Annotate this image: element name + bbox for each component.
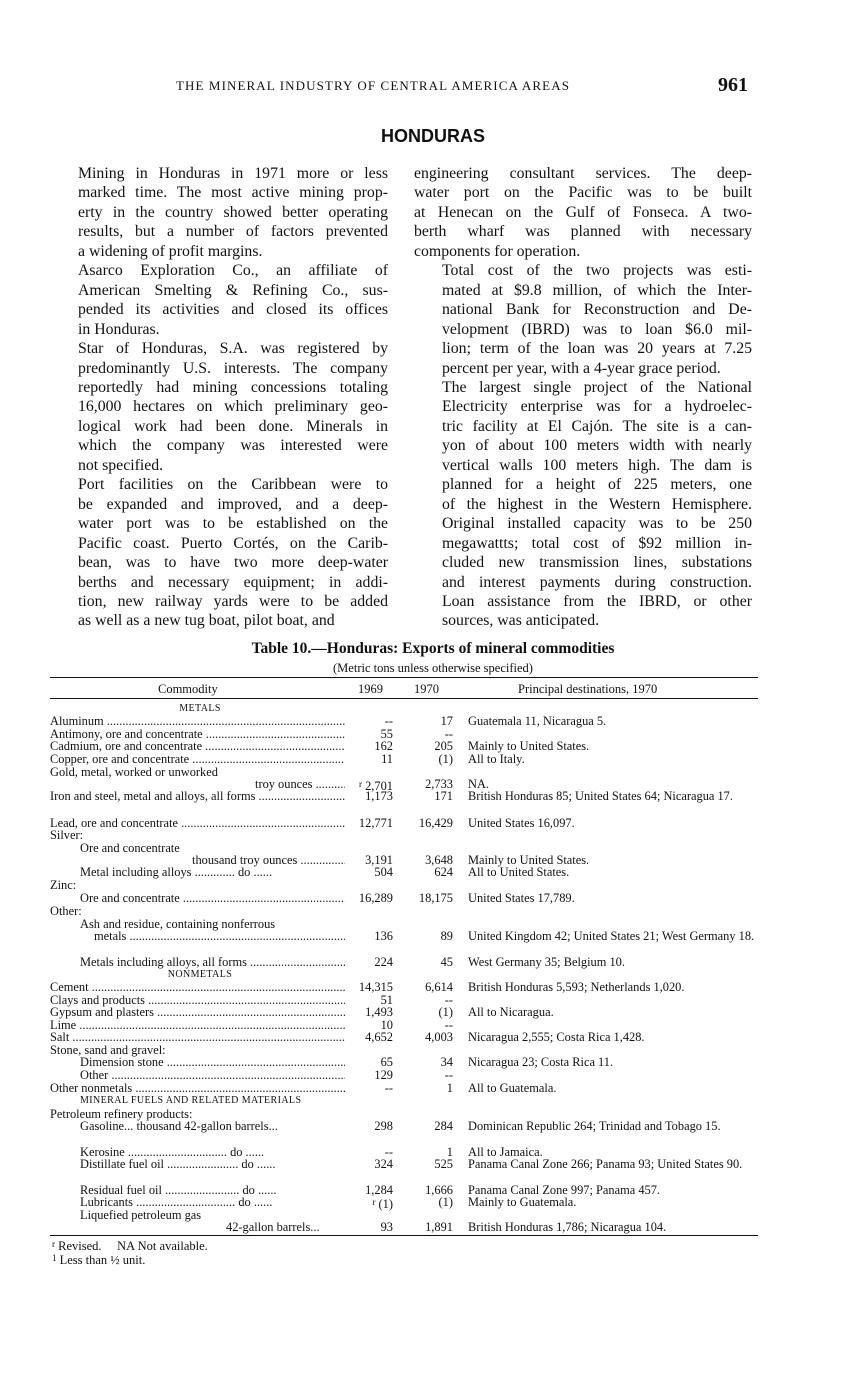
text-line: Pacific coast. Puerto Cortés, on the Carib- xyxy=(78,534,388,552)
text-line: be expanded and improved, and a deep- xyxy=(78,495,388,513)
text-line: at Henecan on the Gulf of Fonseca. A two- xyxy=(414,203,752,221)
text-line: as well as a new tug boat, pilot boat, and xyxy=(78,612,335,630)
text-line: berth wharf was planned with necessary xyxy=(414,223,752,241)
table-bottom-rule xyxy=(50,1235,758,1236)
text-line: water port on the Pacific was to be built xyxy=(414,184,752,202)
text-line: 16,000 hectares on which preliminary geo- xyxy=(78,398,388,416)
text-line: national Bank for Reconstruction and De- xyxy=(442,301,752,319)
text-line: pended its activities and closed its offices xyxy=(78,301,388,319)
paragraph xyxy=(50,475,388,631)
column-header-1969: 1969 xyxy=(358,682,383,696)
text-line: mated at $9.8 million, of which the Inter- xyxy=(442,281,752,299)
column-header-1970: 1970 xyxy=(414,682,439,696)
column-header-commodity: Commodity xyxy=(158,682,218,696)
text-line: lion; term of the loan was 20 years at 7.25 xyxy=(442,340,752,358)
text-line: of the highest in the Western Hemisphere. xyxy=(442,495,752,513)
paragraph xyxy=(50,339,388,475)
paragraph xyxy=(414,378,752,631)
text-line: cluded new transmission lines, substations xyxy=(442,554,752,572)
text-line: not specified. xyxy=(78,456,164,474)
column-header-destinations: Principal destinations, 1970 xyxy=(518,682,658,696)
text-line: and interest payments during construction. xyxy=(442,573,752,591)
table-top-rule xyxy=(50,677,758,678)
text-line: results, but a number of factors prevented xyxy=(78,223,388,241)
text-line: reportedly had mining concessions totaling xyxy=(78,378,388,396)
text-line: Port facilities on the Caribbean were to xyxy=(78,476,388,494)
footnote-revised: $^r$ Revised. NA Not available. xyxy=(52,1239,208,1253)
text-line: in Honduras. xyxy=(78,320,160,338)
text-line: percent per year, with a 4-year grace period. xyxy=(442,359,721,377)
text-line: tion, new railway yards were to be added xyxy=(78,592,388,610)
text-line: a widening of profit margins. xyxy=(78,242,263,260)
text-line: bean, was to have two more deep-water xyxy=(78,554,388,572)
text-line: components for operation. xyxy=(414,242,581,260)
left-text-column xyxy=(50,164,388,631)
text-line: Mining in Honduras in 1971 more or less xyxy=(78,165,388,182)
text-line: planned for a height of 225 meters, one xyxy=(442,476,752,494)
text-line: predominantly U.S. interests. The company xyxy=(78,359,388,377)
text-line: American Smelting & Refining Co., sus- xyxy=(78,281,388,299)
text-line: water port was to be established on the xyxy=(78,515,388,533)
text-line: yon of about 100 meters width with nearly xyxy=(442,437,752,455)
text-line: logical work had been done. Minerals in xyxy=(78,417,388,435)
paragraph xyxy=(414,261,752,378)
category-nonmetals: NONMETALS xyxy=(167,969,233,980)
page-number: 961 xyxy=(718,74,748,96)
text-line: tric facility at El Cajón. The site is a can- xyxy=(442,417,752,435)
footnote-less-than-half: $^1$ Less than ½ unit. xyxy=(52,1253,146,1267)
table-title: Table 10.—Honduras: Exports of mineral commodities xyxy=(251,640,615,657)
text-line: sources, was anticipated. xyxy=(442,612,600,630)
text-line: The largest single project of the National xyxy=(442,378,752,396)
text-line: engineering consultant services. The deep- xyxy=(414,165,752,182)
paragraph xyxy=(50,164,388,261)
category-mineral-fuels: MINERAL FUELS AND RELATED MATERIALS xyxy=(80,1095,302,1106)
text-line: velopment (IBRD) was to loan $6.0 mil- xyxy=(442,320,752,338)
table-subtitle: (Metric tons unless otherwise specified) xyxy=(333,661,533,675)
text-line: Loan assistance from the IBRD, or other xyxy=(442,592,752,610)
text-line: vertical walls 100 meters high. The dam is xyxy=(442,456,752,474)
right-text-column xyxy=(414,164,752,631)
text-line: Star of Honduras, S.A. was registered by xyxy=(78,340,388,358)
category-metals: METALS xyxy=(179,703,221,714)
table-header-rule xyxy=(50,698,758,699)
text-line: megawattts; total cost of $92 million in- xyxy=(442,534,752,552)
text-line: marked time. The most active mining prop- xyxy=(78,184,388,202)
text-line: Electricity enterprise was for a hydroelec- xyxy=(442,398,752,416)
text-line: berths and necessary equipment; in addi- xyxy=(78,573,388,591)
running-head: THE MINERAL INDUSTRY OF CENTRAL AMERICA AREAS xyxy=(176,78,571,93)
section-title: HONDURAS xyxy=(380,126,485,146)
paragraph xyxy=(414,164,752,261)
text-line: Asarco Exploration Co., an affiliate of xyxy=(78,262,388,280)
text-line: Original installed capacity was to be 250 xyxy=(442,515,752,533)
paragraph xyxy=(50,261,388,339)
text-line: which the company was interested were xyxy=(78,437,388,455)
text-line: erty in the country showed better operating xyxy=(78,203,388,221)
text-line: Total cost of the two projects was esti- xyxy=(442,262,752,280)
